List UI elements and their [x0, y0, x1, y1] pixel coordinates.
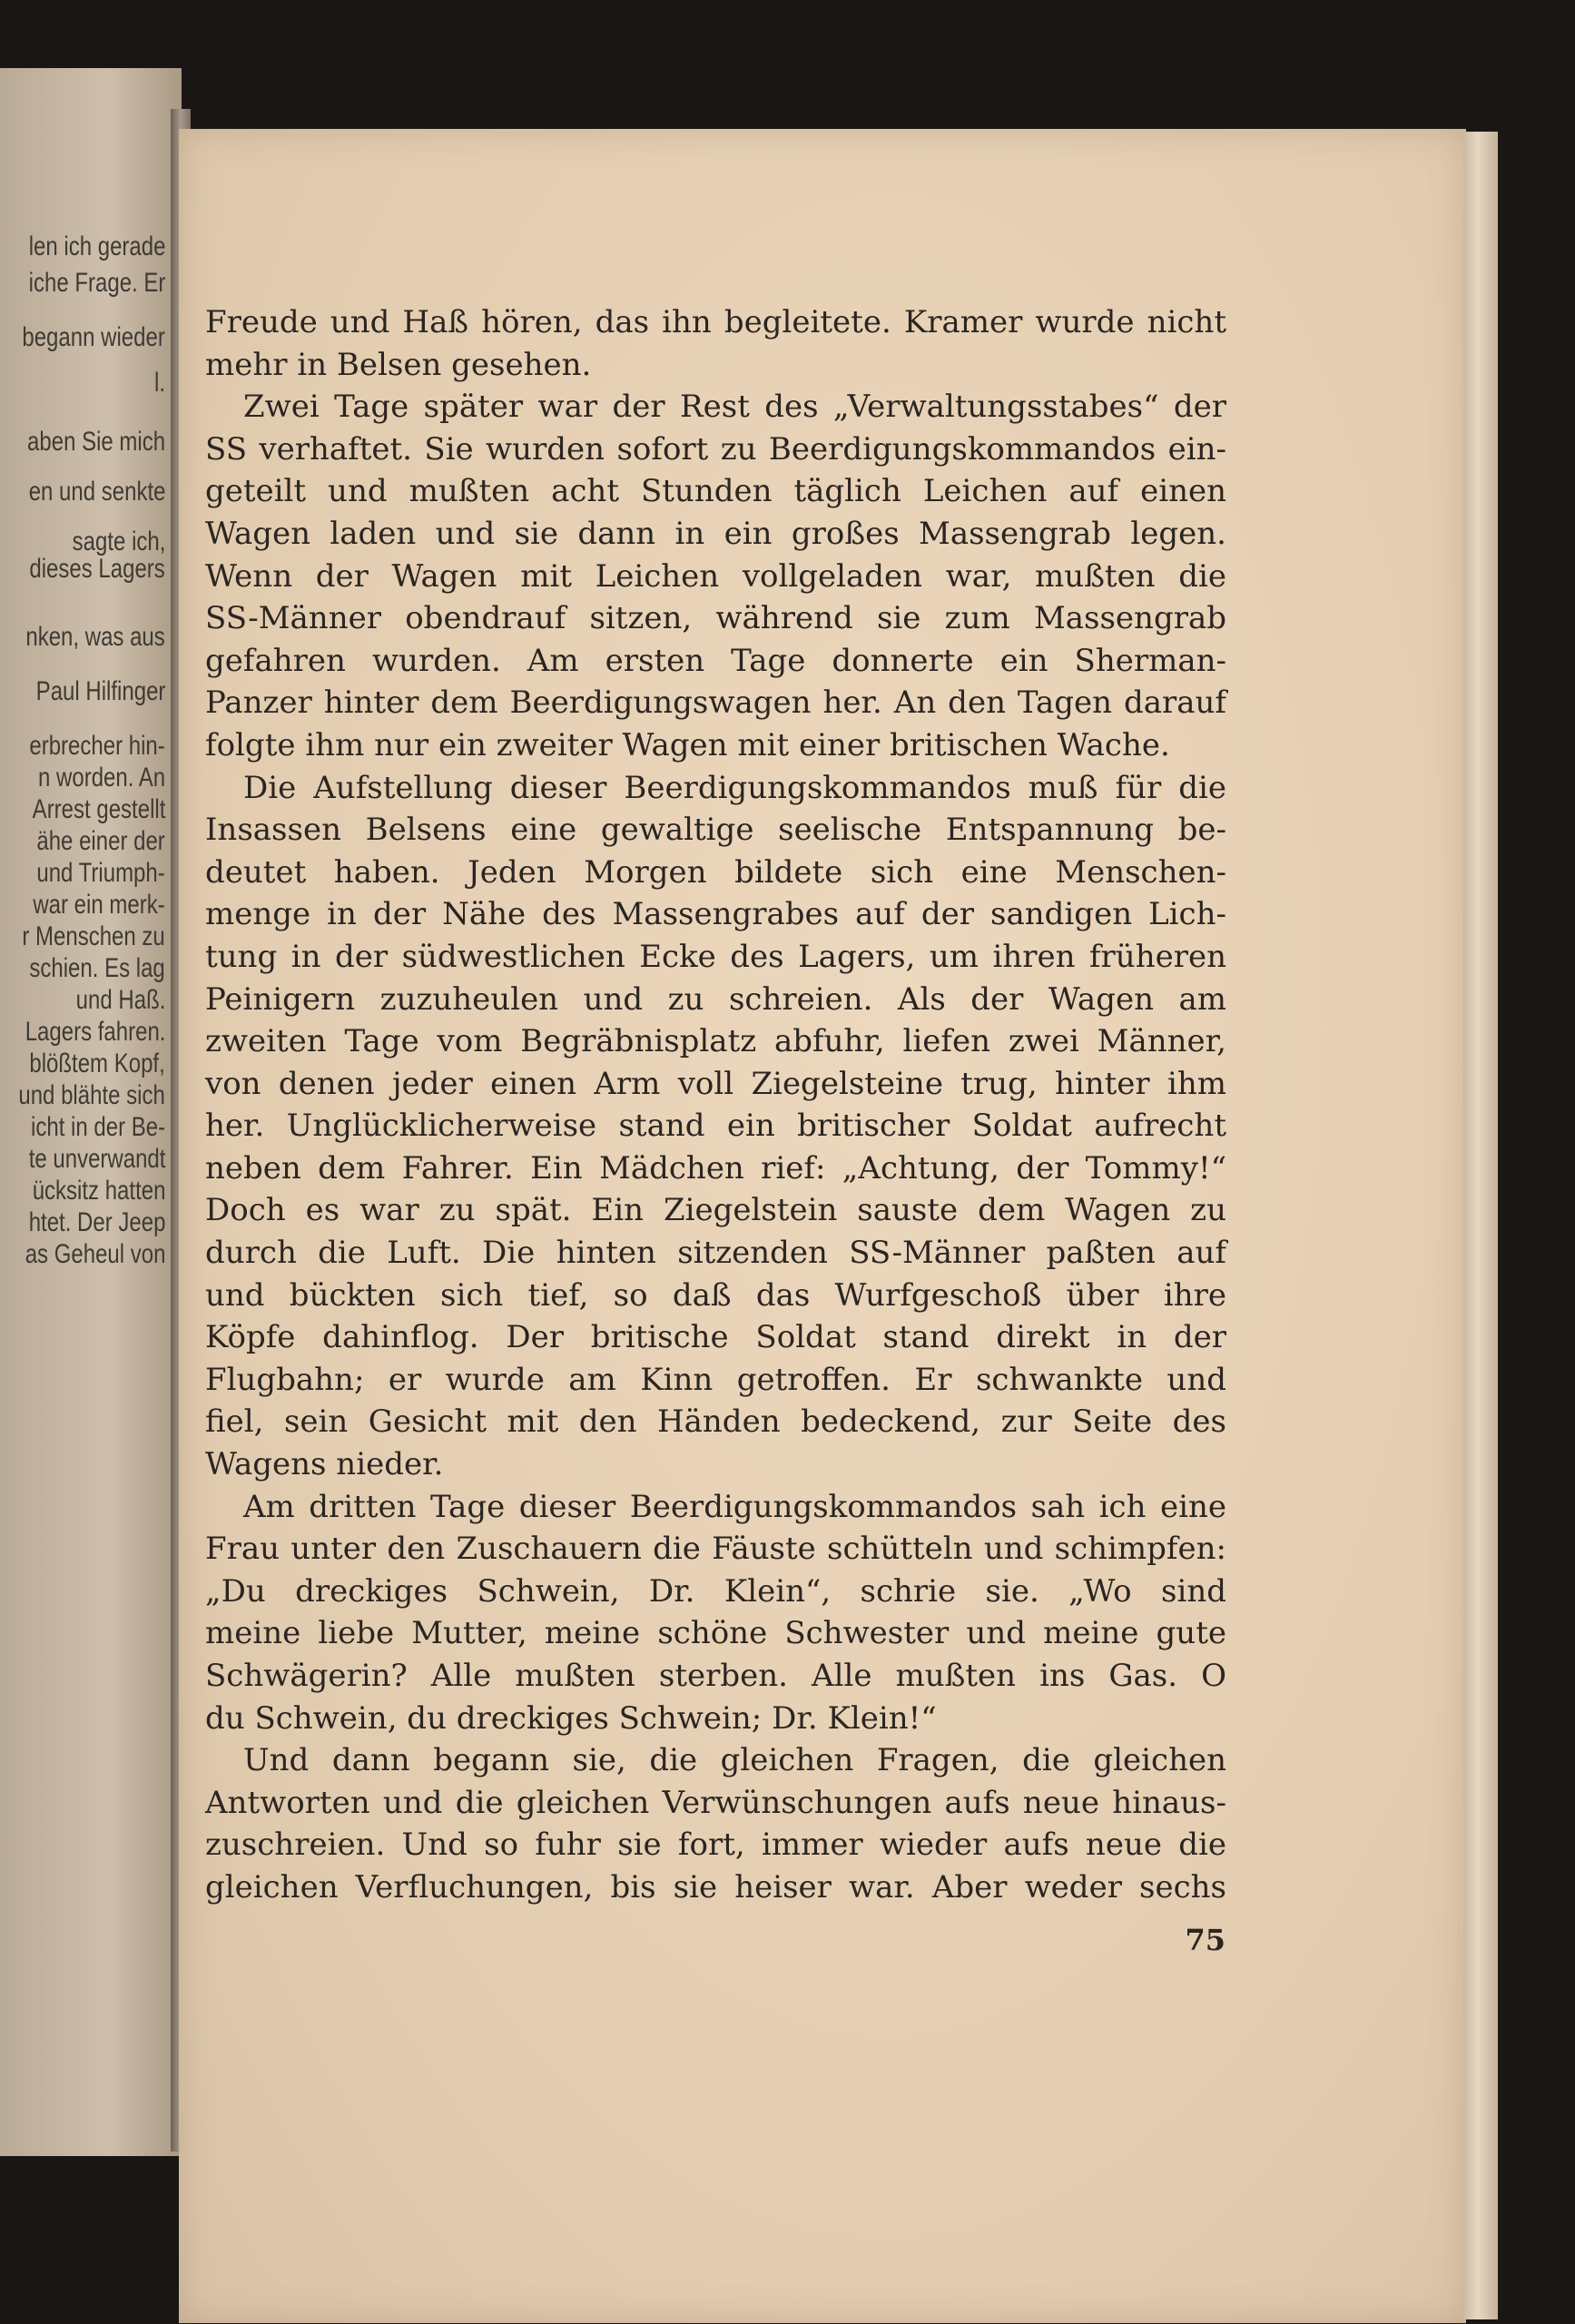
- left-page: [0, 68, 182, 2156]
- text-line: Wenn der Wagen mit Leichen vollgeladen war, mußten die: [205, 557, 1226, 595]
- text-line: SS-Männer obendrauf sitzen, während sie zum Massengrab: [205, 600, 1226, 637]
- left-page-line: ähe einer der: [36, 826, 165, 856]
- left-page-line: len ich gerade: [28, 231, 165, 261]
- left-page-line: r Menschen zu: [22, 921, 165, 951]
- text-line: zuschreien. Und so fuhr sie fort, immer wieder aufs neue die: [205, 1827, 1226, 1864]
- text-line: durch die Luft. Die hinten sitzenden SS-Männer paßten auf: [205, 1235, 1226, 1272]
- left-page-line: und Haß.: [75, 985, 165, 1015]
- left-page-line: und Triumph-: [36, 858, 165, 888]
- left-page-line: sagte ich,: [72, 527, 165, 556]
- text-line: fiel, sein Gesicht mit den Händen bedeckend, zur Seite des: [205, 1403, 1226, 1441]
- left-page-line: dieses Lagers: [29, 554, 165, 584]
- text-line: Peinigern zuzuheulen und zu schreien. Als der Wagen am: [205, 980, 1226, 1018]
- text-line: her. Unglücklicherweise stand ein britischer Soldat aufrecht: [205, 1108, 1226, 1145]
- text-line: gefahren wurden. Am ersten Tage donnerte ein Sherman-: [205, 642, 1226, 679]
- page-number: 75: [1185, 1923, 1226, 1957]
- text-line: Frau unter den Zuschauern die Fäuste schütteln und schimpfen:: [205, 1531, 1226, 1568]
- left-page-line: blößtem Kopf,: [29, 1049, 165, 1078]
- left-page-line: begann wieder: [22, 322, 165, 352]
- left-page-line: en und senkte: [28, 477, 165, 507]
- body-text: [205, 301, 1226, 1909]
- text-line: Schwägerin? Alle mußten sterben. Alle mußten ins Gas. O: [205, 1658, 1226, 1694]
- text-line: gleichen Verfluchungen, bis sie heiser war. Aber weder sechs: [205, 1868, 1226, 1905]
- text-line: SS verhaftet. Sie wurden sofort zu Beerdigungskommandos ein-: [205, 430, 1226, 468]
- text-line: geteilt und mußten acht Stunden täglich Leichen auf einen: [205, 473, 1226, 510]
- text-line: tung in der südwestlichen Ecke des Lagers, um ihren früheren: [205, 938, 1226, 975]
- text-line: Die Aufstellung dieser Beerdigungskommandos muß für die: [243, 769, 1226, 806]
- left-page-line: ücksitz hatten: [32, 1176, 165, 1206]
- text-line: zweiten Tage vom Begräbnisplatz abfuhr, liefen zwei Männer,: [205, 1023, 1226, 1060]
- left-page-line: icht in der Be-: [30, 1112, 165, 1142]
- left-page-line: htet. Der Jeep: [28, 1207, 165, 1237]
- left-page-line: Lagers fahren.: [25, 1017, 165, 1047]
- text-line: Und dann begann sie, die gleichen Fragen, die gleichen: [243, 1742, 1226, 1779]
- text-line: meine liebe Mutter, meine schöne Schwester und meine gute: [205, 1615, 1226, 1652]
- text-line: Am dritten Tage dieser Beerdigungskommandos sah ich eine: [243, 1488, 1226, 1525]
- left-page-line: Arrest gestellt: [32, 794, 165, 824]
- left-page-line: und blähte sich: [18, 1080, 165, 1110]
- text-line: deutet haben. Jeden Morgen bildete sich eine Menschen-: [205, 853, 1226, 891]
- text-line: menge in der Nähe des Massengrabes auf der sandigen Lich-: [205, 896, 1226, 933]
- text-line: von denen jeder einen Arm voll Ziegelsteine trug, hinter ihm: [205, 1065, 1226, 1102]
- text-line: folgte ihm nur ein zweiter Wagen mit einer britischen Wache.: [205, 726, 1170, 763]
- left-page-line: n worden. An: [37, 763, 165, 793]
- text-line: Antworten und die gleichen Verwünschungen aufs neue hinaus-: [205, 1784, 1226, 1821]
- text-line: du Schwein, du dreckiges Schwein; Dr. Klein!“: [205, 1699, 937, 1737]
- left-page-line: erbrecher hin-: [29, 731, 165, 761]
- background-edge: [1498, 127, 1575, 2324]
- text-line: und bückten sich tief, so daß das Wurfgeschoß über ihre: [205, 1276, 1226, 1314]
- text-line: Panzer hinter dem Beerdigungswagen her. An den Tagen darauf: [205, 684, 1226, 722]
- left-page-line: schien. Es lag: [29, 953, 165, 983]
- left-page-line: iche Frage. Er: [28, 268, 165, 298]
- text-line: Insassen Belsens eine gewaltige seelische Entspannung be-: [205, 812, 1226, 849]
- left-page-line: nken, was aus: [25, 622, 165, 652]
- text-line: Wagen laden und sie dann in ein großes Massengrab legen.: [205, 515, 1226, 552]
- left-page-line: te unverwandt: [28, 1144, 165, 1174]
- text-line: Zwei Tage später war der Rest des „Verwaltungsstabes“ der: [243, 389, 1226, 426]
- text-line: Flugbahn; er wurde am Kinn getroffen. Er schwankte und: [205, 1361, 1226, 1398]
- left-page-line: l.: [154, 368, 165, 398]
- text-line: mehr in Belsen gesehen.: [205, 346, 592, 383]
- text-line: Freude und Haß hören, das ihn begleitete. Kramer wurde nicht: [205, 304, 1226, 340]
- text-line: Doch es war zu spät. Ein Ziegelstein sauste dem Wagen zu: [205, 1192, 1226, 1229]
- text-line: neben dem Fahrer. Ein Mädchen rief: „Achtung, der Tommy!“: [205, 1149, 1226, 1187]
- text-line: „Du dreckiges Schwein, Dr. Klein“, schrie sie. „Wo sind: [205, 1572, 1226, 1610]
- left-page-line: as Geheul von: [25, 1239, 165, 1269]
- text-line: Köpfe dahinflog. Der britische Soldat stand direkt in der: [205, 1319, 1226, 1356]
- page-edge: [1463, 132, 1500, 2319]
- left-page-line: Paul Hilfinger: [35, 676, 165, 706]
- text-line: Wagens nieder.: [205, 1446, 444, 1483]
- left-page-line: war ein merk-: [33, 890, 165, 920]
- left-page-line: aben Sie mich: [26, 427, 165, 457]
